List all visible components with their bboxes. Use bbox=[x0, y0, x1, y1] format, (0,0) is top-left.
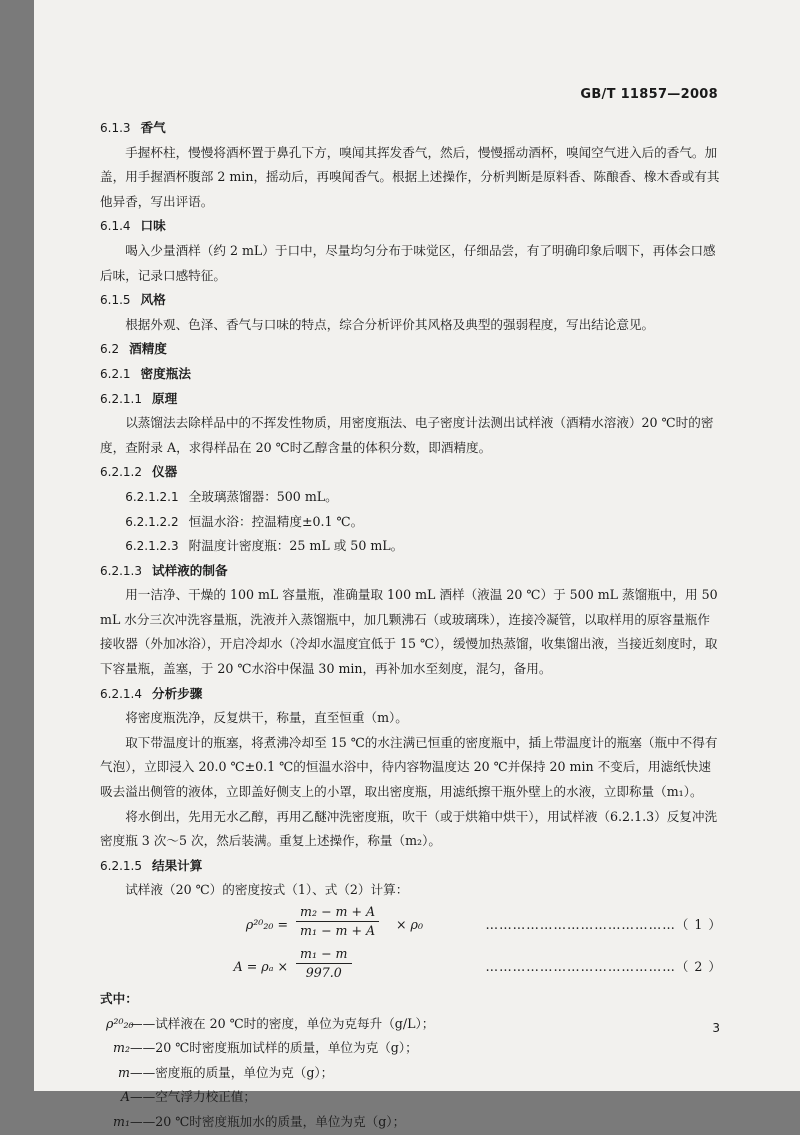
list-item bbox=[100, 510, 722, 535]
section-title: 酒精度 bbox=[129, 341, 167, 357]
standard-number: GB/T 11857—2008 bbox=[580, 87, 718, 102]
item-text: 附温度计密度瓶：25 mL 或 50 mL。 bbox=[188, 538, 404, 554]
variable-definition bbox=[100, 1036, 722, 1061]
section-title: 原理 bbox=[151, 390, 178, 406]
document-page bbox=[34, 0, 800, 1129]
section-number: 6.2.1.2 bbox=[100, 465, 142, 480]
variable-definition bbox=[100, 1061, 722, 1086]
section-title: 试样液的制备 bbox=[151, 562, 228, 578]
variable-text: ——空气浮力校正值； bbox=[130, 1089, 256, 1105]
equation-number: ……………………………………（ 2 ） bbox=[485, 959, 722, 974]
formula-lhs: ρ²⁰₂₀ = bbox=[245, 917, 288, 932]
section-number: 6.2.1.3 bbox=[100, 563, 142, 578]
variable-text: ——试样液在 20 ℃时的密度，单位为克每升（g/L）； bbox=[130, 1015, 435, 1031]
paragraph: 将密度瓶洗净，反复烘干，称量，直至恒重（m）。 bbox=[125, 710, 408, 726]
where-label: 式中： bbox=[100, 991, 138, 1006]
section-number: 6.1.4 bbox=[100, 219, 131, 234]
variable-definition bbox=[100, 1110, 722, 1135]
section-heading bbox=[100, 116, 722, 141]
list-item bbox=[100, 485, 722, 510]
item-number: 6.2.1.2.2 bbox=[125, 514, 179, 529]
section-number: 6.2.1.1 bbox=[100, 391, 142, 406]
page-number: 3 bbox=[712, 1021, 720, 1035]
paragraph: 手握杯柱，慢慢将酒杯置于鼻孔下方，嗅闻其挥发香气，然后，慢慢摇动酒杯，嗅闻空气进入后的香气。加盖，用手握酒杯腹部 2 min，摇动后，再嗅闻香气。根据上述操作，分析判断是原料香、陈酿香、橡木香或有其他异香，写出评语。 bbox=[100, 144, 720, 209]
denominator: 997.0 bbox=[305, 965, 342, 980]
section-number: 6.1.3 bbox=[100, 121, 131, 135]
item-text: 恒温水浴：控温精度±0.1 ℃。 bbox=[188, 513, 364, 529]
variable-symbol: A bbox=[120, 1089, 130, 1105]
section-title: 密度瓶法 bbox=[140, 365, 191, 381]
numerator: m₂ − m + A bbox=[296, 903, 379, 922]
section-heading bbox=[100, 559, 722, 584]
variable-symbol: m₂ bbox=[113, 1040, 130, 1056]
numerator: m₁ − m bbox=[296, 945, 352, 964]
item-text: 全玻璃蒸馏器：500 mL。 bbox=[188, 488, 338, 504]
formula-2 bbox=[100, 945, 722, 987]
variable-symbol: m bbox=[118, 1064, 130, 1080]
paragraph: 将水倒出，先用无水乙醇，再用乙醚冲洗密度瓶，吹干（或于烘箱中烘干），用试样液（6.2.1.3）反复冲洗密度瓶 3 次～5 次，然后装满。重复上述操作，称量（m₂）。 bbox=[100, 808, 718, 849]
section-heading bbox=[100, 214, 722, 239]
section-heading bbox=[100, 362, 722, 387]
section-number: 6.1.5 bbox=[100, 293, 131, 308]
section-heading bbox=[100, 854, 722, 879]
section-title: 香气 bbox=[140, 120, 166, 135]
paragraph: 以蒸馏法去除样品中的不挥发性物质，用密度瓶法、电子密度计法测出试样液（酒精水溶液）20 ℃时的密度，查附录 A，求得样品在 20 ℃时乙醇含量的体积分数，即酒精度。 bbox=[100, 415, 714, 455]
paragraph: 用一洁净、干燥的 100 mL 容量瓶，准确量取 100 mL 酒样（液温 20 ℃）于 500 mL 蒸馏瓶中，用 50 mL 水分三次冲洗容量瓶，洗液并入蒸馏瓶中，加几颗沸石（或玻璃珠），连接冷凝管，以取样用的原容量瓶作接收器（外加冰浴），开启冷却水（冷却水温度宜低于 15 ℃），缓慢加热蒸馏，收集馏出液，当接近刻度时，取下容量瓶，盖塞，于 20 ℃水浴中保温 30 min，再补加水至刻度，混匀，备用。 bbox=[100, 587, 718, 677]
section-title: 分析步骤 bbox=[151, 685, 203, 701]
item-number: 6.2.1.2.3 bbox=[125, 539, 179, 554]
variable-text: ——20 ℃时密度瓶加水的质量，单位为克（g）； bbox=[130, 1113, 406, 1129]
equation-number: ……………………………………（ 1 ） bbox=[485, 917, 722, 932]
list-item bbox=[100, 534, 722, 559]
formula-fraction bbox=[296, 903, 379, 940]
paragraph: 取下带温度计的瓶塞，将煮沸冷却至 15 ℃的水注满已恒重的密度瓶中，插上带温度计的瓶塞（瓶中不得有气泡），立即浸入 20.0 ℃±0.1 ℃的恒温水浴中，待内容物温度达 20 ℃并保持 20 min 不变后，用滤纸快速吸去溢出侧管的液体，立即盖好侧支上的小罩，取出密度瓶，用滤纸擦干瓶外壁上的水液，立即称量（m₁）。 bbox=[100, 734, 718, 800]
variable-definition bbox=[100, 1085, 722, 1110]
section-title: 结果计算 bbox=[151, 857, 203, 873]
section-number: 6.2.1.5 bbox=[100, 858, 142, 873]
paragraph: 试样液（20 ℃）的密度按式（1）、式（2）计算： bbox=[125, 882, 409, 898]
variable-symbol: ρ²⁰₂₀ bbox=[106, 1015, 134, 1031]
section-heading bbox=[100, 288, 722, 313]
variable-text: ——20 ℃时密度瓶加试样的质量，单位为克（g）； bbox=[130, 1040, 418, 1056]
variable-definition bbox=[100, 1012, 722, 1037]
section-title: 风格 bbox=[140, 292, 166, 308]
section-heading bbox=[100, 337, 722, 362]
paragraph: 根据外观、色泽、香气与口味的特点，综合分析评价其风格及典型的强弱程度，写出结论意见。 bbox=[125, 316, 655, 332]
section-heading bbox=[100, 387, 722, 412]
section-title: 仪器 bbox=[151, 464, 178, 480]
formula-tail: × ρ₀ bbox=[396, 917, 424, 932]
variable-text: ——密度瓶的质量，单位为克（g）； bbox=[130, 1064, 334, 1080]
formula-lhs: A = ρₐ × bbox=[233, 959, 288, 974]
section-number: 6.2 bbox=[100, 342, 120, 357]
item-number: 6.2.1.2.1 bbox=[125, 489, 179, 504]
section-number: 6.2.1.4 bbox=[100, 686, 142, 701]
denominator: m₁ − m + A bbox=[300, 923, 376, 938]
variable-symbol: m₁ bbox=[113, 1113, 130, 1129]
paragraph: 喝入少量酒样（约 2 mL）于口中，尽量均匀分布于味觉区，仔细品尝，有了明确印象后咽下，再体会口感后味，记录口感特征。 bbox=[100, 242, 716, 283]
formula-1 bbox=[100, 903, 722, 945]
formula-fraction bbox=[296, 945, 352, 982]
section-heading bbox=[100, 460, 722, 485]
section-heading bbox=[100, 682, 722, 707]
section-number: 6.2.1 bbox=[100, 366, 131, 381]
document-body bbox=[100, 116, 722, 1135]
section-title: 口味 bbox=[140, 218, 166, 234]
